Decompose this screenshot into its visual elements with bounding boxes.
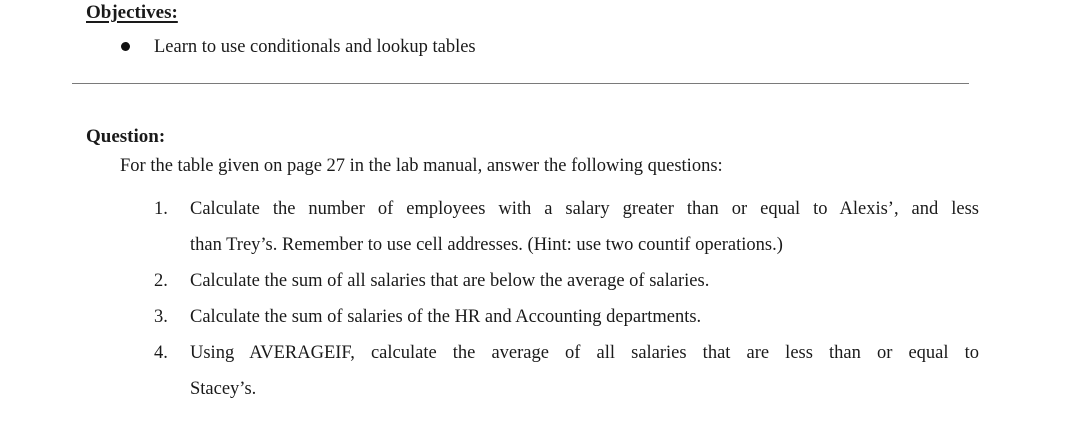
objectives-heading: Objectives: [86,2,178,23]
question-number-1: 1. [154,199,168,219]
question-4-line-2: Stacey’s. [190,379,257,399]
bullet-icon [121,42,130,51]
question-number-2: 2. [154,271,168,291]
question-3-text: Calculate the sum of salaries of the HR and Accounting departments. [190,307,702,327]
question-1-line-2: than Trey’s. Remember to use cell addresses. (Hint: use two countif operations.) [190,235,783,255]
question-4-line-1: Using AVERAGEIF, calculate the average of all salaries that are less than or equal to [190,343,979,363]
question-number-3: 3. [154,307,168,327]
question-heading: Question: [86,126,166,147]
question-intro: For the table given on page 27 in the lab manual, answer the following questions: [120,156,723,176]
section-divider [72,83,969,84]
question-number-4: 4. [154,343,168,363]
question-1-line-1: Calculate the number of employees with a salary greater than or equal to Alexis’, and less [190,199,979,219]
question-2-text: Calculate the sum of all salaries that are below the average of salaries. [190,271,710,291]
objective-item: Learn to use conditionals and lookup tables [154,37,476,57]
